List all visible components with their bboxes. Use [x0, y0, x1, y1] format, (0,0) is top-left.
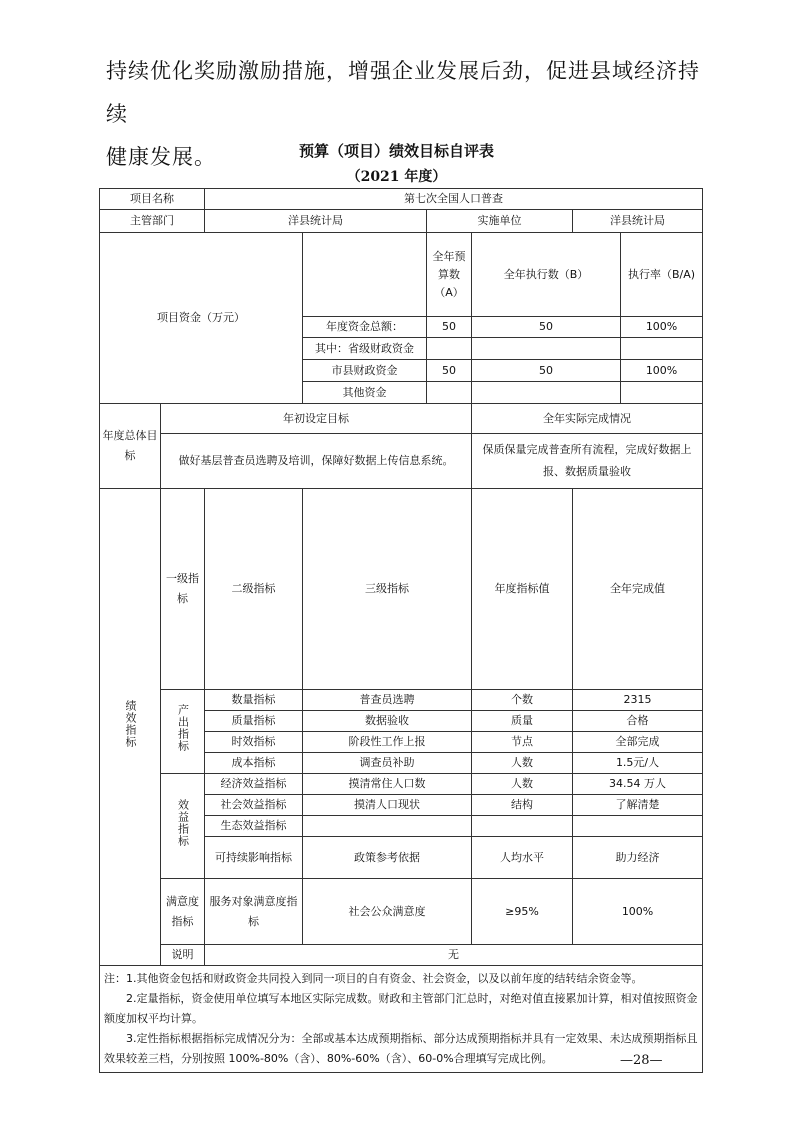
funds-row-exec: 50: [472, 360, 621, 382]
output-actual: 合格: [573, 711, 703, 732]
funds-row-rate: [621, 382, 703, 404]
impl-label: 实施单位: [427, 210, 573, 233]
satisfaction-l2: 服务对象满意度指标: [205, 879, 303, 945]
funds-col-budget: 全年预算数（A）: [427, 233, 472, 317]
funds-row-rate: 100%: [621, 360, 703, 382]
output-l3: 阶段性工作上报: [303, 732, 472, 753]
note-3: 3.定性指标根据指标完成情况分为：全部或基本达成预期指标、部分达成预期指标并具有一定效果、未达成预期指标且效果较差三档，分别按照 100%-80%（含）、80%-60%（含）、60-0%合理填写完成比例。: [104, 1032, 698, 1065]
remark-label: 说明: [161, 945, 205, 966]
goals-initial-label: 年初设定目标: [161, 404, 472, 434]
output-l3: 调查员补助: [303, 753, 472, 774]
output-actual: 2315: [573, 690, 703, 711]
benefit-l3: 摸清人口现状: [303, 795, 472, 816]
hdr-level2: 二级指标: [205, 489, 303, 690]
benefit-l2: 社会效益指标: [205, 795, 303, 816]
output-l2: 成本指标: [205, 753, 303, 774]
funds-row-exec: [472, 382, 621, 404]
funds-row-budget: [427, 382, 472, 404]
satisfaction-actual: 100%: [573, 879, 703, 945]
funds-row-budget: 50: [427, 317, 472, 338]
hdr-level1: 一级指标: [161, 489, 205, 690]
benefit-l3: 摸清常住人口数: [303, 774, 472, 795]
benefit-actual: 34.54 万人: [573, 774, 703, 795]
benefit-l2: 生态效益指标: [205, 816, 303, 837]
output-l3: 数据验收: [303, 711, 472, 732]
intro-line-1: 持续优化奖励激励措施，增强企业发展后劲，促进县域经济持续: [106, 59, 700, 126]
output-actual: 1.5元/人: [573, 753, 703, 774]
indicators-label: 绩效指标: [100, 489, 161, 966]
hdr-level3: 三级指标: [303, 489, 472, 690]
output-l2: 数量指标: [205, 690, 303, 711]
benefit-annual: 人数: [472, 774, 573, 795]
benefit-l2: 可持续影响指标: [205, 837, 303, 879]
funds-row-rate: [621, 338, 703, 360]
funds-row-name: 其他资金: [303, 382, 427, 404]
benefit-l3: [303, 816, 472, 837]
output-annual: 人数: [472, 753, 573, 774]
funds-col-exec: 全年执行数（B）: [472, 233, 621, 317]
funds-row-budget: [427, 338, 472, 360]
funds-row-rate: 100%: [621, 317, 703, 338]
funds-col-rate: 执行率（B/A): [621, 233, 703, 317]
goals-label: 年度总体目标: [100, 404, 161, 489]
satisfaction-label: 满意度指标: [161, 879, 205, 945]
benefit-annual: 结构: [472, 795, 573, 816]
funds-row-name: 其中：省级财政资金: [303, 338, 427, 360]
hdr-annual: 年度指标值: [472, 489, 573, 690]
benefit-actual: 了解清楚: [573, 795, 703, 816]
benefit-annual: [472, 816, 573, 837]
goals-actual-value: 保质保量完成普查所有流程，完成好数据上报、数据质量验收: [472, 434, 703, 489]
benefit-l2: 经济效益指标: [205, 774, 303, 795]
project-name-value: 第七次全国人口普查: [205, 189, 703, 210]
satisfaction-annual: ≥95%: [472, 879, 573, 945]
impl-value: 洋县统计局: [573, 210, 703, 233]
output-l2: 时效指标: [205, 732, 303, 753]
output-annual: 节点: [472, 732, 573, 753]
output-annual: 个数: [472, 690, 573, 711]
output-annual: 质量: [472, 711, 573, 732]
funds-row-exec: 50: [472, 317, 621, 338]
funds-row-exec: [472, 338, 621, 360]
hdr-actual: 全年完成值: [573, 489, 703, 690]
output-actual: 全部完成: [573, 732, 703, 753]
output-l3: 普查员选聘: [303, 690, 472, 711]
table-title: 预算（项目）绩效目标自评表: [298, 142, 494, 160]
satisfaction-l3: 社会公众满意度: [303, 879, 472, 945]
dept-value: 洋县统计局: [205, 210, 427, 233]
table-subtitle: （2021 年度）: [346, 169, 447, 185]
funds-header-blank: [303, 233, 427, 317]
remark-value: 无: [205, 945, 703, 966]
funds-row-name: 市县财政资金: [303, 360, 427, 382]
benefit-label: 效益指标: [161, 774, 205, 879]
output-label: 产出指标: [161, 690, 205, 774]
benefit-actual: 助力经济: [573, 837, 703, 879]
output-l2: 质量指标: [205, 711, 303, 732]
benefit-annual: 人均水平: [472, 837, 573, 879]
note-2: 2.定量指标，资金使用单位填写本地区实际完成数。财政和主管部门汇总时，对绝对值直接累加计算，相对值按照资金额度加权平均计算。: [104, 992, 698, 1025]
goals-initial-value: 做好基层普查员选聘及培训，保障好数据上传信息系统。: [161, 434, 472, 489]
intro-line-2: 健康发展。: [106, 145, 216, 169]
goals-actual-label: 全年实际完成情况: [472, 404, 703, 434]
funds-label: 项目资金（万元）: [100, 233, 303, 404]
evaluation-table: [99, 188, 703, 1073]
project-name-label: 项目名称: [100, 189, 205, 210]
funds-row-name: 年度资金总额：: [303, 317, 427, 338]
notes-cell: [100, 966, 703, 1073]
note-1: 注：1.其他资金包括和财政资金共同投入到同一项目的自有资金、社会资金，以及以前年度的结转结余资金等。: [104, 972, 643, 985]
page-number: —28—: [620, 1053, 663, 1068]
benefit-actual: [573, 816, 703, 837]
dept-label: 主管部门: [100, 210, 205, 233]
benefit-l3: 政策参考依据: [303, 837, 472, 879]
funds-row-budget: 50: [427, 360, 472, 382]
